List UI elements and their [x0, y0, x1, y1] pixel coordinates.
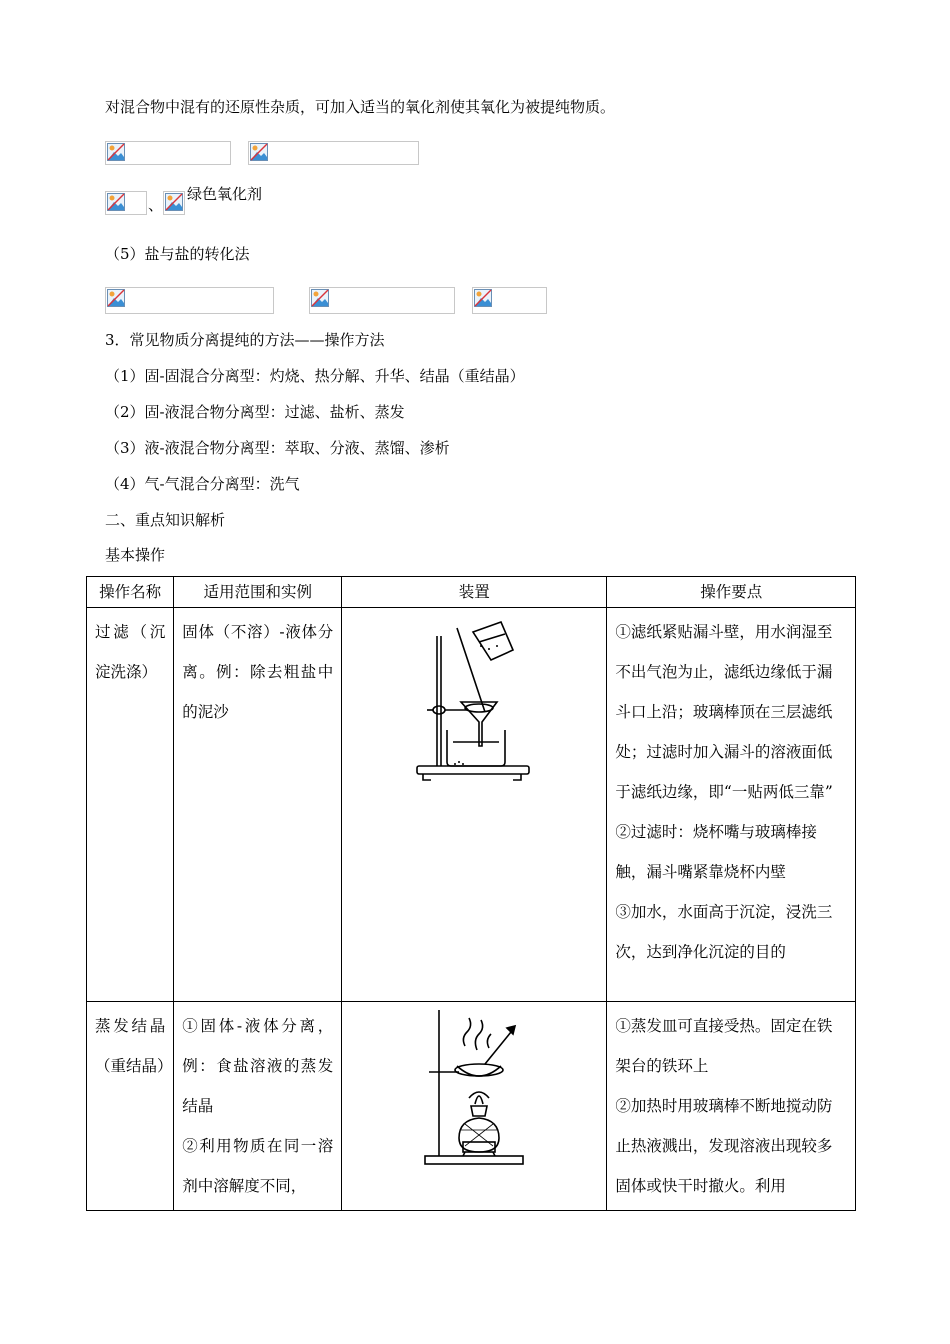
points-cell [607, 1002, 856, 1211]
image-placeholder-icon [474, 289, 492, 307]
scope-cell [174, 1002, 342, 1211]
broken-image [472, 287, 547, 314]
broken-image [248, 141, 419, 165]
section3-item: （2）固-液混合物分离型：过滤、盐析、蒸发 [105, 403, 405, 421]
section-two-subtitle: 基本操作 [105, 546, 166, 564]
section3-item: （4）气-气混合分离型：洗气 [105, 475, 300, 493]
broken-image [105, 191, 147, 215]
section-two-title: 二、重点知识解析 [105, 511, 226, 529]
table-header-row [87, 577, 856, 608]
broken-image [105, 287, 274, 314]
section3-item: （1）固-固混合分离型：灼烧、热分解、升华、结晶（重结晶） [105, 367, 525, 385]
intro-text: 对混合物中混有的还原性杂质，可加入适当的氧化剂使其氧化为被提纯物质。 [105, 98, 616, 116]
operations-table [86, 576, 856, 1211]
section5-title: （5）盐与盐的转化法 [105, 245, 250, 263]
point-text: ①蒸发皿可直接受热。固定在铁架台的铁环上 [615, 1017, 833, 1075]
broken-image [105, 141, 231, 165]
filtration-apparatus-icon [409, 616, 539, 786]
header-cell: 操作名称 [87, 577, 174, 608]
point-text: ①滤纸紧贴漏斗壁，用水润湿至不出气泡为止，滤纸边缘低于漏斗口上沿；玻璃棒顶在三层滤纸处；过滤时加入漏斗的溶液面低于滤纸边缘，即“一贴两低三靠” [615, 623, 833, 801]
image-placeholder-icon [165, 193, 183, 211]
points-cell [607, 608, 856, 1002]
point-text: ②过滤时：烧杯嘴与玻璃棒接触，漏斗嘴紧靠烧杯内壁 [615, 823, 817, 881]
header-cell: 适用范围和实例 [174, 577, 342, 608]
apparatus-cell [342, 1002, 607, 1211]
header-cell: 装置 [342, 577, 607, 608]
section3-item: （3）液-液混合物分离型：萃取、分液、蒸馏、渗析 [105, 439, 450, 457]
scope-text: ①固体-液体分离，例：食盐溶液的蒸发结晶 [182, 1017, 334, 1115]
header-cell: 操作要点 [607, 577, 856, 608]
separator-text: 、 [148, 196, 164, 214]
scope-text: ②利用物质在同一溶剂中溶解度不同， [182, 1137, 334, 1195]
image-placeholder-icon [107, 143, 125, 161]
image-placeholder-icon [107, 193, 125, 211]
broken-image [309, 287, 455, 314]
broken-image [163, 191, 185, 215]
apparatus-cell [342, 608, 607, 1002]
table-row [87, 1002, 856, 1211]
image-placeholder-icon [250, 143, 268, 161]
point-text: ②加热时用玻璃棒不断地搅动防止热液溅出，发现溶液出现较多固体或快干时撤火。利用 [615, 1097, 833, 1195]
operation-name-cell: 过滤（沉淀洗涤） [87, 608, 174, 1002]
point-text: ③加水，水面高于沉淀，浸洗三次，达到净化沉淀的目的 [615, 903, 833, 961]
operation-name-cell: 蒸发结晶（重结晶） [87, 1002, 174, 1211]
section3-title: 3．常见物质分离提纯的方法——操作方法 [105, 331, 385, 349]
image-placeholder-icon [107, 289, 125, 307]
scope-cell: 固体（不溶）-液体分离。例：除去粗盐中的泥沙 [174, 608, 342, 1002]
image-placeholder-icon [311, 289, 329, 307]
green-oxidant-label: 绿色氧化剂 [187, 185, 263, 203]
table-row [87, 608, 856, 1002]
evaporation-apparatus-icon [419, 1006, 529, 1176]
